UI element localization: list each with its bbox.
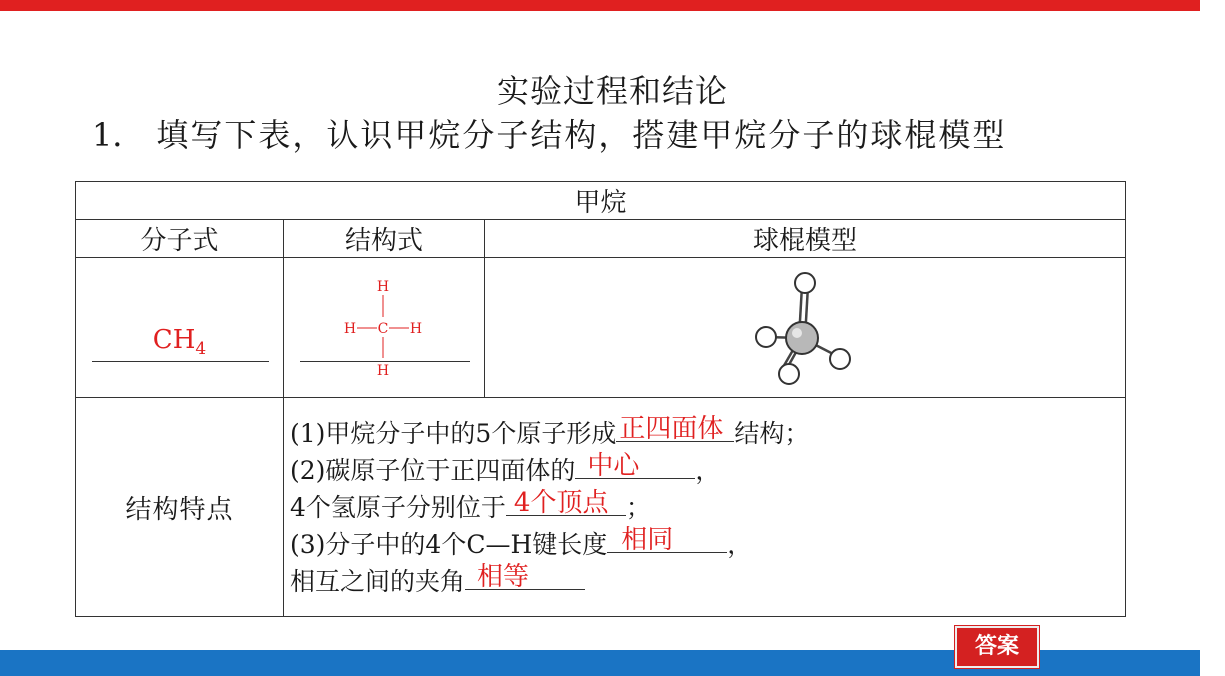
- question-text: 填写下表，认识甲烷分子结构，搭建甲烷分子的球棍模型: [156, 116, 1007, 154]
- question-number: 1．: [92, 116, 145, 154]
- answer-blank-line: [300, 361, 470, 362]
- table-caption: 甲烷: [76, 182, 1126, 220]
- feature-line-1: (1)甲烷分子中的5个原子形成 正四面体 结构；: [290, 413, 810, 448]
- atom-c-center: C: [377, 321, 389, 337]
- molecular-formula-cell: [76, 258, 284, 398]
- feature-line-4: (3)分子中的4个C—H键长度 相同 ，: [290, 524, 753, 559]
- page-title: 实验过程和结论: [496, 72, 728, 110]
- answer-blank: 相同: [607, 526, 727, 553]
- feature-line-2: (2)碳原子位于正四面体的 中心 ，: [290, 450, 721, 485]
- answer-blank: 正四面体: [616, 415, 734, 442]
- question-prompt: [92, 110, 1006, 156]
- answer-blank: 相等: [465, 563, 585, 590]
- structural-formula-cell: [284, 258, 485, 398]
- feature-line-5: 相互之间的夹角 相等: [290, 563, 1125, 600]
- ball-stick-model-cell: [485, 258, 1126, 398]
- answer-blank: 4个顶点: [506, 489, 626, 516]
- answer-blank-line: [92, 361, 269, 362]
- atom-h-top: H: [376, 279, 390, 295]
- feature-line-3: 4个氢原子分别位于 4个顶点 ；: [290, 487, 651, 522]
- header-ball-stick-model: 球棍模型: [485, 220, 1126, 258]
- features-label: 结构特点: [76, 398, 284, 617]
- top-accent-bar: [0, 0, 1200, 11]
- methane-table: [75, 181, 1126, 617]
- answer-button[interactable]: 答案: [955, 626, 1039, 668]
- atom-h-bottom: H: [376, 363, 390, 379]
- molecular-formula-answer: $CH_4$: [152, 324, 207, 359]
- atom-h-left: H: [343, 321, 357, 337]
- header-structural-formula: 结构式: [284, 220, 485, 258]
- header-molecular-formula: 分子式: [76, 220, 284, 258]
- ball-and-stick-methane-model-icon: [748, 266, 858, 386]
- answer-blank: 中心: [575, 452, 695, 479]
- features-text: [284, 398, 1126, 617]
- structural-formula-diagram: [339, 270, 429, 379]
- atom-h-right: H: [409, 321, 423, 337]
